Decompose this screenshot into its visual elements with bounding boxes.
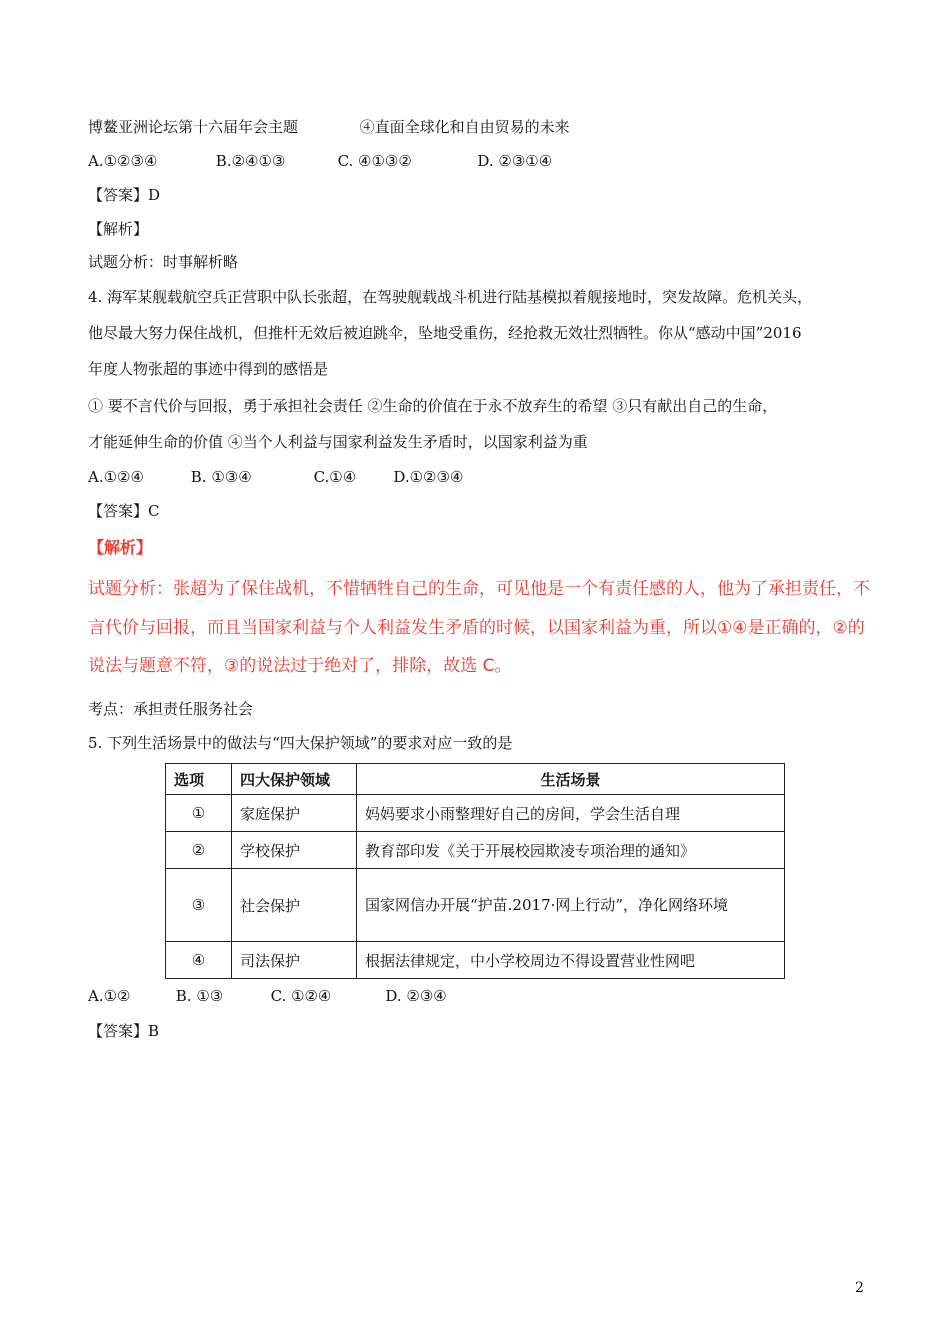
q4-options bbox=[88, 467, 463, 487]
q4-analysis-line-2: 言代价与回报，而且当国家利益与个人利益发生矛盾的时候，以国家利益为重，所以①④是正确的，②的 bbox=[88, 618, 865, 638]
topic-right: ④直面全球化和自由贸易的未来 bbox=[359, 118, 570, 136]
q5-answer: 【答案】B bbox=[88, 1022, 160, 1040]
q4-stem-line-4: ① 要不言代价与回报，勇于承担社会责任 ②生命的价值在于永不放弃生的希望 ③只有献出自己的生命， bbox=[88, 397, 778, 415]
top-options bbox=[88, 151, 552, 171]
header-option: 选项 bbox=[166, 764, 232, 795]
option-b: B. ①③ bbox=[175, 987, 224, 1005]
top-analysis-text: 试题分析：时事解析略 bbox=[88, 253, 239, 271]
option-a: A.①② bbox=[88, 987, 131, 1005]
row-scene: 根据法律规定，中小学校周边不得设置营业性网吧 bbox=[357, 942, 785, 979]
row-scene: 妈妈要求小雨整理好自己的房间，学会生活自理 bbox=[357, 795, 785, 832]
q4-stem-line-2: 他尽最大努力保住战机，但推杆无效后被迫跳伞，坠地受重伤，经抢救无效壮烈牺牲。你从“感动中国”2016 bbox=[88, 324, 802, 342]
table-row bbox=[166, 832, 785, 869]
option-c: C. ④①③② bbox=[337, 152, 412, 170]
q4-analysis-line-1: 试题分析：张超为了保住战机，不惜牺牲自己的生命，可见他是一个有责任感的人，他为了承担责任，不 bbox=[88, 579, 870, 599]
header-scene: 生活场景 bbox=[357, 764, 785, 795]
option-c: C. ①②④ bbox=[270, 987, 332, 1005]
table-header-row bbox=[166, 764, 785, 795]
table-row bbox=[166, 795, 785, 832]
row-num: ② bbox=[166, 832, 232, 869]
option-d: D. ②③①④ bbox=[477, 152, 553, 170]
q5-stem: 5. 下列生活场景中的做法与“四大保护领域”的要求对应一致的是 bbox=[88, 734, 513, 752]
table-row bbox=[166, 869, 785, 942]
option-a: A.①②③④ bbox=[88, 152, 158, 170]
row-field: 社会保护 bbox=[232, 869, 357, 942]
table-row bbox=[166, 942, 785, 979]
row-field: 学校保护 bbox=[232, 832, 357, 869]
q4-stem-line-3: 年度人物张超的事迹中得到的感悟是 bbox=[88, 360, 329, 378]
q5-options bbox=[88, 986, 447, 1006]
q4-analysis-label: 【解析】 bbox=[88, 538, 153, 557]
q4-analysis-line-3: 说法与题意不符，③的说法过于绝对了，排除，故选 C。 bbox=[88, 656, 512, 676]
q4-stem-line-1: 4. 海军某舰载航空兵正营职中队长张超，在驾驶舰载战斗机进行陆基模拟着舰接地时，突发故障。危机关头， bbox=[88, 288, 813, 306]
row-scene: 教育部印发《关于开展校园欺凌专项治理的通知》 bbox=[357, 832, 785, 869]
topic-left: 博鳌亚洲论坛第十六届年会主题 bbox=[88, 118, 299, 136]
header-field: 四大保护领域 bbox=[232, 764, 357, 795]
row-num: ① bbox=[166, 795, 232, 832]
option-b: B. ①③④ bbox=[190, 468, 252, 486]
q4-kaodian: 考点：承担责任服务社会 bbox=[88, 700, 254, 718]
top-answer: 【答案】D bbox=[88, 186, 161, 204]
q4-answer: 【答案】C bbox=[88, 502, 160, 520]
option-b: B.②④①③ bbox=[215, 152, 286, 170]
page-number: 2 bbox=[855, 1280, 864, 1296]
row-scene: 国家网信办开展“护苗.2017·网上行动”，净化网络环境 bbox=[357, 869, 785, 942]
protection-table bbox=[165, 763, 785, 979]
option-c: C.①④ bbox=[313, 468, 357, 486]
topic-line bbox=[88, 117, 570, 137]
row-field: 司法保护 bbox=[232, 942, 357, 979]
top-analysis-label: 【解析】 bbox=[88, 220, 149, 238]
option-d: D.①②③④ bbox=[393, 468, 464, 486]
row-field: 家庭保护 bbox=[232, 795, 357, 832]
option-a: A.①②④ bbox=[88, 468, 144, 486]
option-d: D. ②③④ bbox=[385, 987, 447, 1005]
row-num: ③ bbox=[166, 869, 232, 942]
q4-stem-line-5: 才能延伸生命的价值 ④当个人利益与国家利益发生矛盾时，以国家利益为重 bbox=[88, 433, 588, 451]
row-num: ④ bbox=[166, 942, 232, 979]
